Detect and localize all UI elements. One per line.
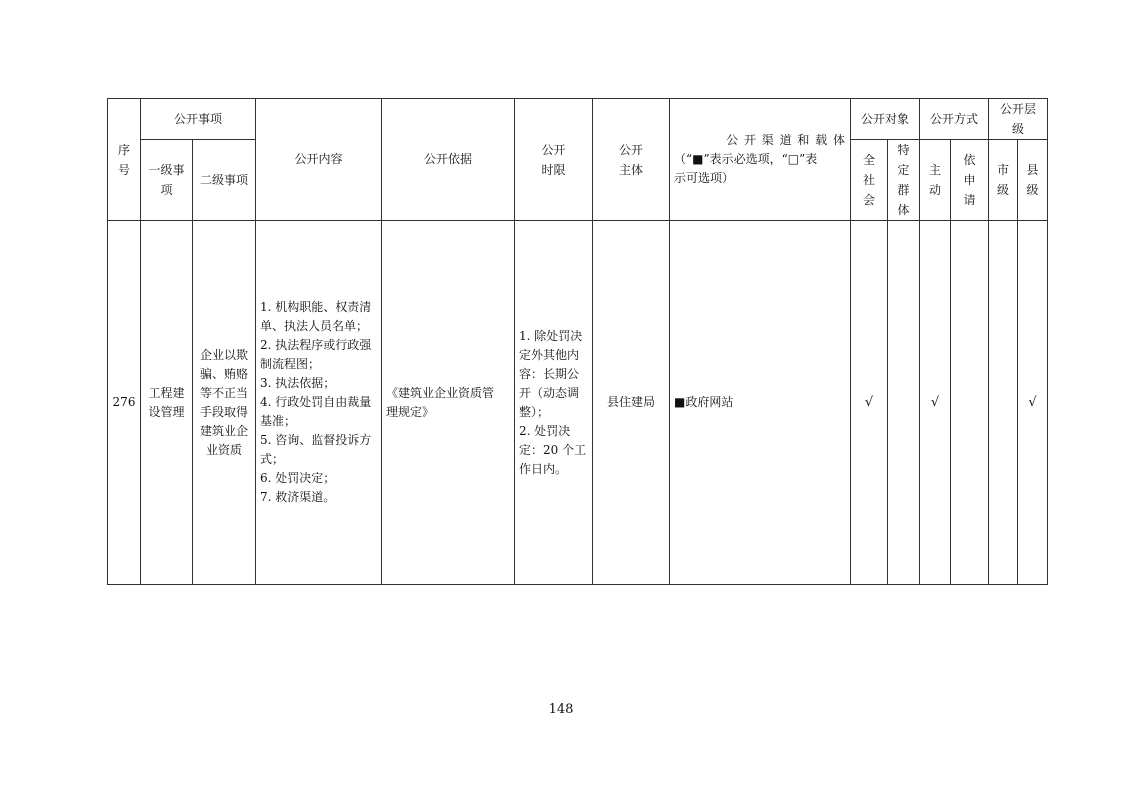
row-target-group-check (888, 221, 920, 585)
row-basis: 《建筑业企业资质管 理规定》 (382, 221, 515, 585)
row-channel: ■政府网站 (670, 221, 851, 585)
header-seq: 序 号 (108, 99, 141, 221)
header-subject: 公开 主体 (593, 99, 670, 221)
row-time-limit: 1. 除处罚决 定外其他内 容：长期公 开（动态调 整）； 2. 处罚决 定：20 个工 作日内。 (515, 221, 593, 585)
row-method-request-check (951, 221, 989, 585)
row-level2: 企业以欺 骗、贿赂 等不正当 手段取得 建筑业企 业资质 (193, 221, 256, 585)
row-seq: 276 (108, 221, 141, 585)
header-method-active: 主 动 (920, 140, 951, 221)
header-level1: 一级事 项 (141, 140, 193, 221)
header-content: 公开内容 (256, 99, 382, 221)
header-method: 公开方式 (920, 99, 989, 140)
header-matters: 公开事项 (141, 99, 256, 140)
row-subject: 县住建局 (593, 221, 670, 585)
header-method-request: 依 申 请 (951, 140, 989, 221)
header-target-all: 全 社 会 (851, 140, 888, 221)
header-tier-city: 市 级 (989, 140, 1018, 221)
row-tier-city-check (989, 221, 1018, 585)
table-row (108, 221, 1048, 585)
row-tier-county-check: √ (1018, 221, 1048, 585)
header-time-limit: 公开 时限 (515, 99, 593, 221)
row-level1: 工程建 设管理 (141, 221, 193, 585)
row-method-active-check: √ (920, 221, 951, 585)
header-tier-county: 县 级 (1018, 140, 1048, 221)
header-level2: 二级事项 (193, 140, 256, 221)
row-content: 1. 机构职能、权责清 单、执法人员名单； 2. 执法程序或行政强 制流程图； 3. 执法依据； 4. 行政处罚自由裁量 基准； 5. 咨询、监督投诉方 式； 6. 处罚决定； 7. 救济渠道。 (256, 221, 382, 585)
row-target-all-check: √ (851, 221, 888, 585)
page-number: 148 (548, 702, 574, 717)
header-tier: 公开层 级 (989, 99, 1048, 140)
disclosure-table (107, 98, 1048, 585)
header-basis: 公开依据 (382, 99, 515, 221)
header-target-group: 特 定 群 体 (888, 140, 920, 221)
header-target: 公开对象 (851, 99, 920, 140)
header-channel: 公 开 渠 道 和 载 体 （“■”表示必选项，“□”表 示可选项） (670, 99, 851, 221)
